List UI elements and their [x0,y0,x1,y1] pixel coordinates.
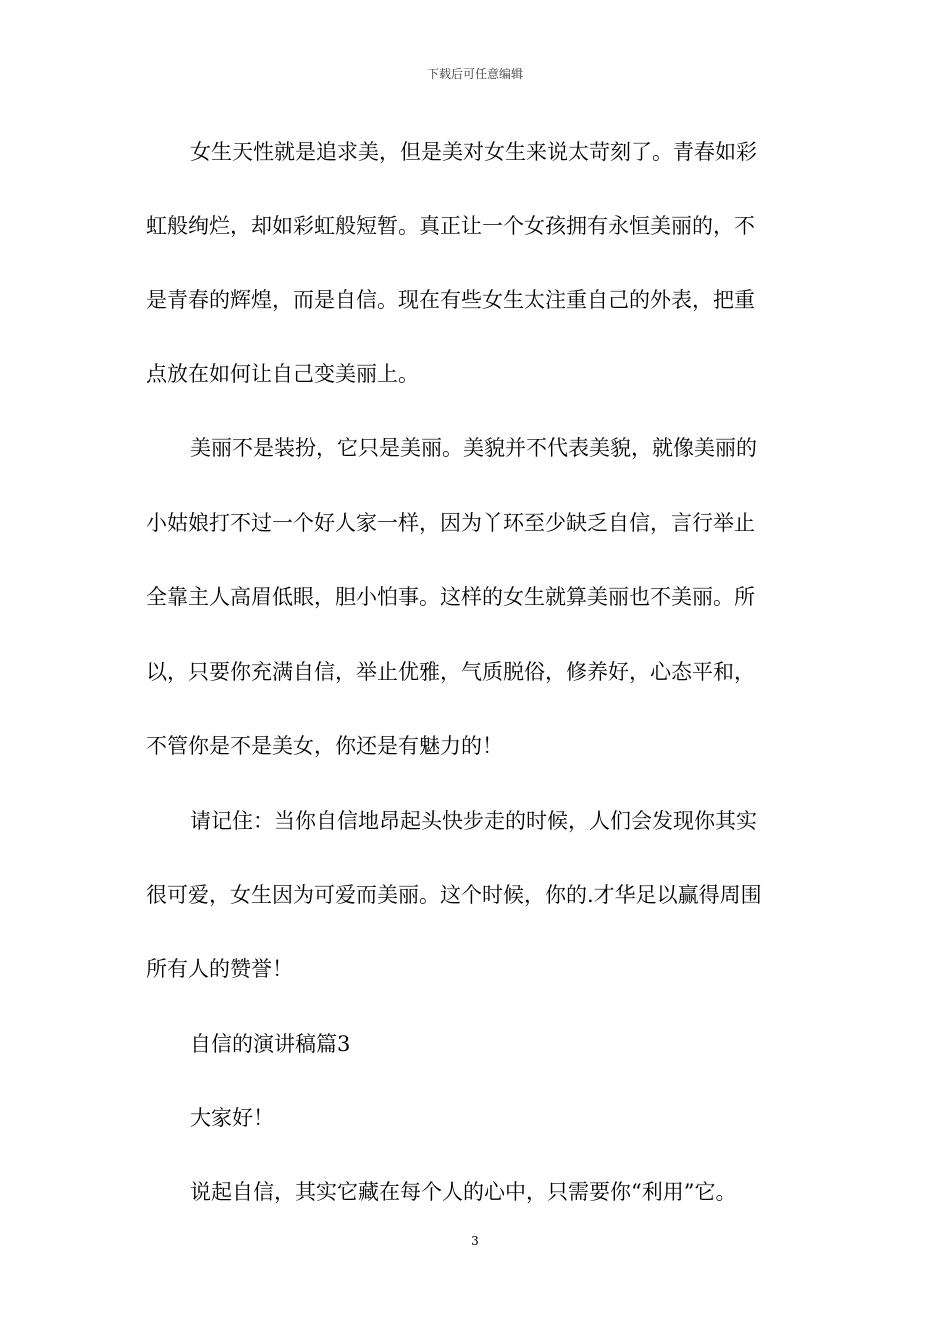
page-number: 3 [471,1234,479,1248]
paragraph-line: 请记住：当你自信地昂起头快步走的时候，人们会发现你其实 [190,809,757,833]
paragraph-line: 虹般绚烂，却如彩虹般短暂。真正让一个女孩拥有永恒美丽的，不 [146,214,755,238]
paragraph-line: 全靠主人高眉低眼，胆小怕事。这样的女生就算美丽也不美丽。所 [146,585,755,609]
paragraph-line: 是青春的辉煌，而是自信。现在有些女生太注重自己的外表，把重 [146,288,755,312]
paragraph-line: 说起自信，其实它藏在每个人的心中，只需要你“利用”它。 [190,1180,737,1204]
paragraph-line: 以，只要你充满自信，举止优雅，气质脱俗，修养好，心态平和， [146,660,755,684]
paragraph-line: 不管你是不是美女，你还是有魅力的！ [146,734,503,758]
paragraph-line: 美丽不是装扮，它只是美丽。美貌并不代表美貌，就像美丽的 [190,436,757,460]
paragraph-line: 女生天性就是追求美，但是美对女生来说太苛刻了。青春如彩 [190,140,757,164]
paragraph-line: 大家好！ [190,1106,274,1130]
paragraph-line: 点放在如何让自己变美丽上。 [146,362,419,386]
paragraph-line: 小姑娘打不过一个好人家一样，因为丫环至少缺乏自信，言行举止 [146,511,755,535]
page-header-note: 下载后可任意编辑 [426,67,523,81]
section-heading-text: 自信的演讲稿篇3 [190,1032,351,1056]
paragraph-line: 很可爱，女生因为可爱而美丽。这个时候，你的.才华足以赢得周围 [146,883,762,907]
paragraph-line: 所有人的赞誉！ [146,957,293,981]
